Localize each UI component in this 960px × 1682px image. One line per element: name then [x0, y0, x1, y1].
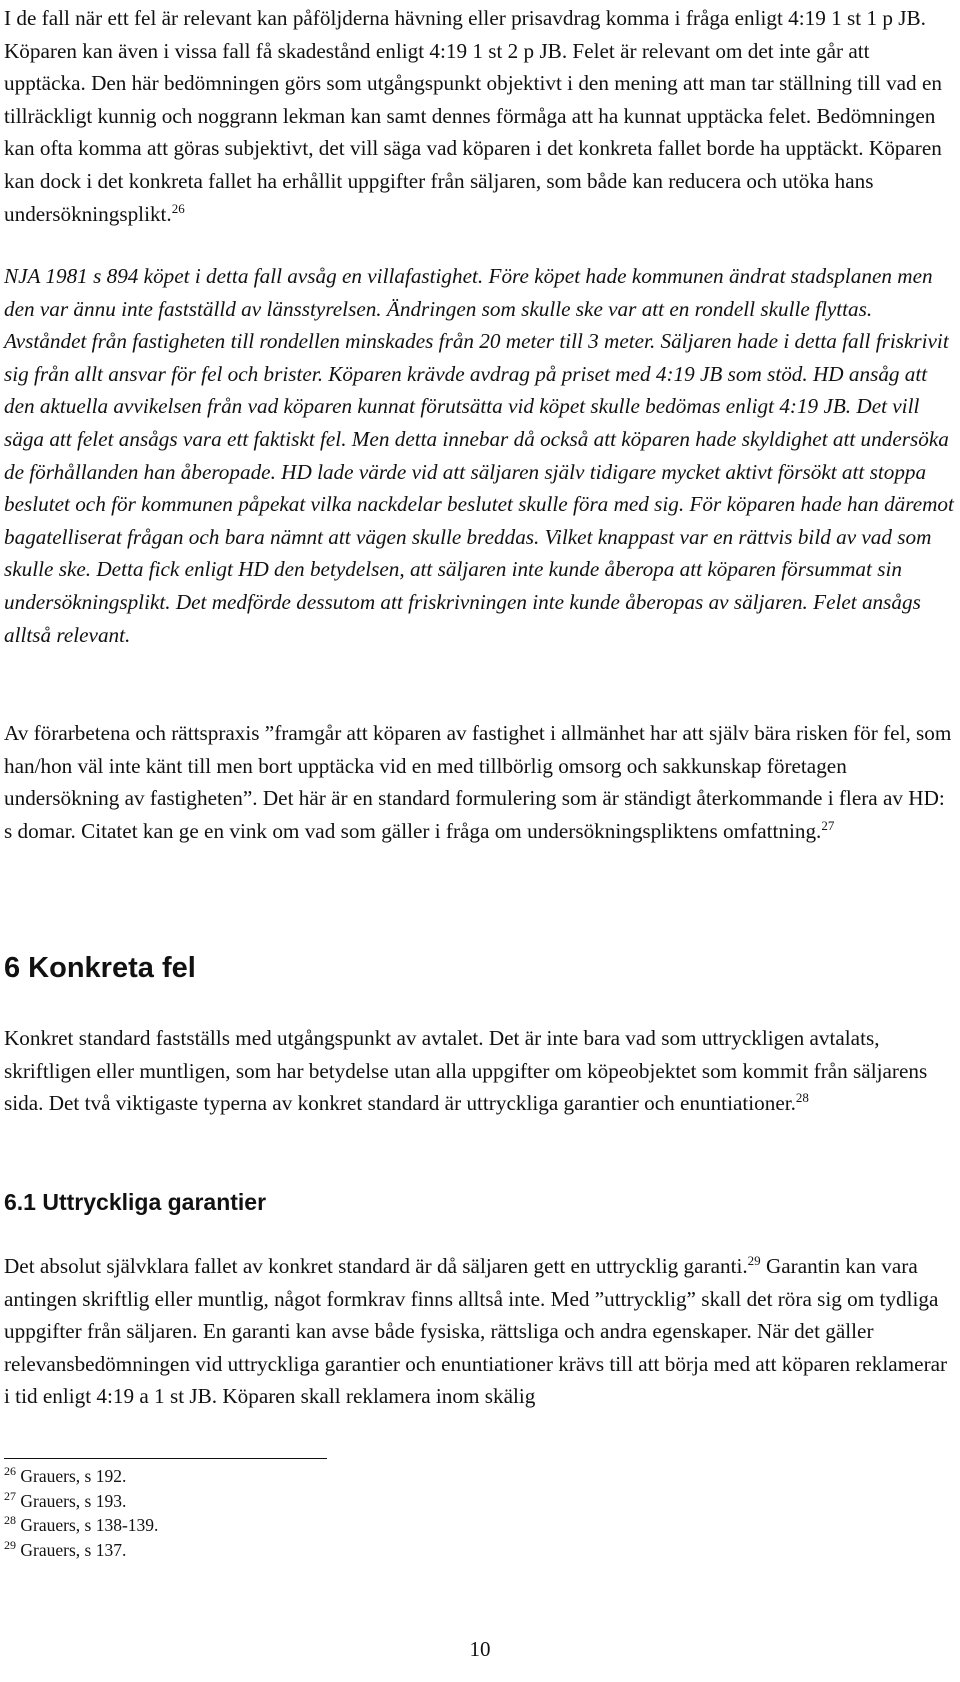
footnote-number: 27 — [4, 1488, 16, 1503]
footnote-text: Grauers, s 138-139. — [16, 1515, 159, 1535]
body-paragraph-3 — [4, 1022, 956, 1120]
footnote-number: 29 — [4, 1537, 16, 1552]
body-paragraph-2 — [4, 717, 956, 847]
footnote-text: Grauers, s 192. — [16, 1466, 127, 1486]
footnote-separator — [4, 1458, 327, 1459]
subsection-heading: 6.1 Uttryckliga garantier — [4, 1189, 267, 1215]
footnote-text: Grauers, s 193. — [16, 1490, 127, 1511]
footnotes — [4, 1464, 604, 1562]
case-summary-paragraph: NJA 1981 s 894 köpet i detta fall avsåg en villafastighet. Före köpet hade kommunen ändrat stadsplanen men den var ännu inte fastställd av länsstyrelsen. Ändringen som skulle ske var att en rondell skulle flyttas. Avståndet från fastigheten till rondellen minskades från 20 meter till 3 meter. Säljaren hade i detta fall friskrivit sig från allt ansvar för fel och brister. Köparen krävde avdrag på priset med 4:19 JB som stöd. HD ansåg att den aktuella avvikelsen från vad köparen kunnat förutsätta vid köpet skulle bedömas enligt 4:19 JB. Det vill säga att felet ansågs vara ett faktiskt fel. Men detta innebar då också att köparen hade skyldighet att undersöka de förhållanden han åberopade. HD lade värde vid att säljaren själv tidigare mycket aktivt försökt att stoppa beslutet och för kommunen påpekat vilka nackdelar beslutet skulle föra med sig. För köparen hade han däremot bagatelliserat frågan och bara nämnt att vägen skulle breddas. Vilket knappast var en rättvis bild av vad som skulle ske. Detta fick enligt HD den betydelsen, att säljaren inte kunde åberopa att köparen försummat sin undersökningsplikt. Det medförde dessutom att friskrivningen inte kunde åberopas av säljaren. Felet ansågs alltså relevant. — [4, 264, 954, 647]
section-heading: 6 Konkreta fel — [4, 952, 196, 984]
body-paragraph-4 — [4, 1250, 956, 1413]
page-number: 10 — [469, 1637, 491, 1661]
paragraph-text: Det absolut självklara fallet av konkret standard är då säljaren gett en uttrycklig garanti. — [4, 1254, 748, 1278]
footnote-item — [4, 1538, 604, 1563]
footnote-ref-27[interactable]: 27 — [821, 817, 835, 833]
footnote-item — [4, 1513, 604, 1538]
footnote-ref-28[interactable]: 28 — [795, 1090, 809, 1106]
paragraph-text: I de fall när ett fel är relevant kan påföljderna hävning eller prisavdrag komma i fråga enligt 4:19 1 st 1 p JB. Köparen kan även i vissa fall få skadestånd enligt 4:19 1 st 2 p JB. Felet är relevant om det inte går att upptäcka. Den här bedömningen görs som utgångspunkt objektivt i den mening att man tar ställning till vad en tillräckligt kunnig och noggrann lekman kan samt dennes förmåga att ha kunnat upptäcka felet. Bedömningen kan ofta komma att göras subjektivt, det vill säga vad köparen i det konkreta fallet borde ha upptäckt. Köparen kan dock i det konkreta fallet ha erhållit uppgifter från säljaren, som både kan reducera och utöka hans undersökningsplikt. — [4, 6, 942, 226]
footnote-item — [4, 1464, 604, 1489]
footnote-number: 26 — [4, 1464, 16, 1479]
paragraph-text: Av förarbetena och rättspraxis ”framgår att köparen av fastighet i allmänhet har att själv bära risken för fel, som han/hon väl inte känt till men bort upptäcka vid en med tillbörlig omsorg och sakkunskap företagen undersökning av fastigheten”. Det här är en standard formulering som är ständigt återkommande i flera av HD: s domar. Citatet kan ge en vink om vad som gäller i fråga om undersökningspliktens omfattning. — [4, 721, 952, 843]
footnote-ref-26[interactable]: 26 — [171, 200, 185, 216]
footnote-text: Grauers, s 137. — [16, 1539, 127, 1560]
paragraph-text: Garantin kan vara antingen skriftlig eller muntlig, något formkrav finns alltså inte. Med ”uttrycklig” skall det röra sig om tydliga uppgifter från säljaren. En garanti kan avse både fysiska, rättsliga och andra egenskaper. När det gäller relevansbedömningen vid uttryckliga garantier och enuntiationer krävs till att börja med att köparen reklamerar i tid enligt 4:19 a 1 st JB. Köparen skall reklamera inom skälig — [4, 1254, 948, 1409]
footnote-number: 28 — [4, 1513, 16, 1528]
paragraph-text: Konkret standard fastställs med utgångspunkt av avtalet. Det är inte bara vad som uttryckligen avtalats, skriftligen eller muntligen, som har betydelse utan alla uppgifter om köpeobjektet som kommit från säljarens sida. Det två viktigaste typerna av konkret standard är uttryckliga garantier och enuntiationer. — [4, 1026, 928, 1116]
body-paragraph-1 — [4, 2, 956, 230]
footnote-ref-29[interactable]: 29 — [747, 1252, 761, 1268]
footnote-item — [4, 1489, 604, 1514]
